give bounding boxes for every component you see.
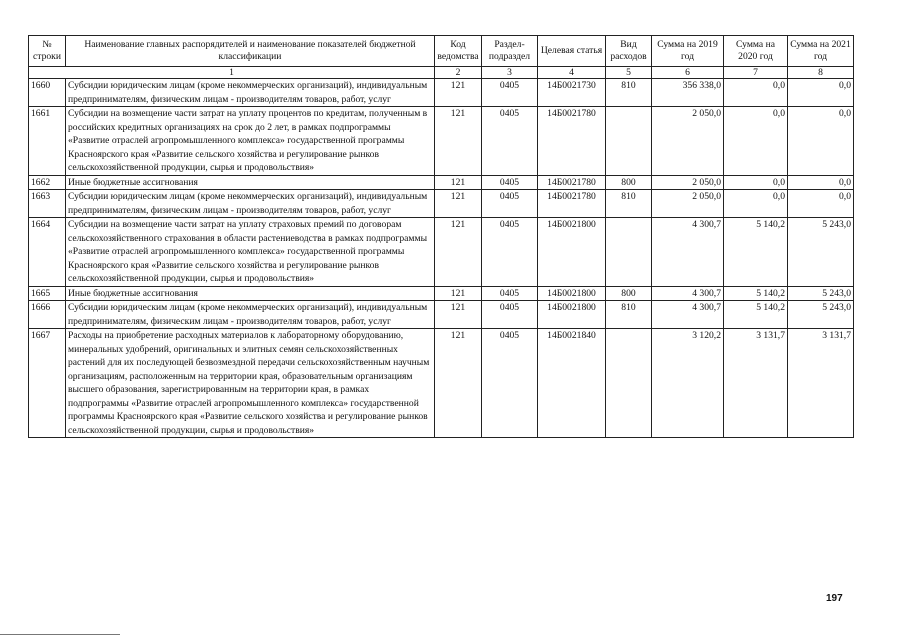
row-sum-2019: 3 120,2	[652, 329, 724, 438]
row-name: Иные бюджетные ассигнования	[66, 175, 435, 190]
row-section: 0405	[482, 301, 538, 329]
header-kind: Вид расходов	[606, 36, 652, 67]
table-row	[29, 329, 854, 438]
column-number: 7	[724, 67, 788, 79]
row-section: 0405	[482, 107, 538, 176]
row-name: Субсидии юридическим лицам (кроме некоммерческих организаций), индивидуальным предпринимателям, физическим лицам - производителям товаров, работ, услуг	[66, 190, 435, 218]
row-sum-2020: 0,0	[724, 175, 788, 190]
table-row	[29, 107, 854, 176]
column-number: 4	[538, 67, 606, 79]
row-target: 14Б0021800	[538, 286, 606, 301]
row-name: Субсидии на возмещение части затрат на уплату процентов по кредитам, полученным в российских кредитных организациях на срок до 2 лет, в рамках подпрограммы «Развитие отраслей агропромышленного комплекса» государственной программы Красноярского края «Развитие сельского хозяйства и регулирование рынков сельскохозяйственной продукции, сырья и продовольствия»	[66, 107, 435, 176]
row-sum-2021: 0,0	[788, 190, 854, 218]
row-section: 0405	[482, 190, 538, 218]
row-name: Субсидии юридическим лицам (кроме некоммерческих организаций), индивидуальным предпринимателям, физическим лицам - производителям товаров, работ, услуг	[66, 301, 435, 329]
row-name: Субсидии юридическим лицам (кроме некоммерческих организаций), индивидуальным предпринимателям, физическим лицам - производителям товаров, работ, услуг	[66, 79, 435, 107]
row-target: 14Б0021780	[538, 190, 606, 218]
column-numbers-row	[29, 67, 854, 79]
row-sum-2020: 0,0	[724, 190, 788, 218]
row-sum-2019: 356 338,0	[652, 79, 724, 107]
row-section: 0405	[482, 329, 538, 438]
row-code: 121	[435, 190, 482, 218]
row-sum-2019: 2 050,0	[652, 190, 724, 218]
row-section: 0405	[482, 218, 538, 287]
row-target: 14Б0021800	[538, 301, 606, 329]
header-section: Раздел-подраздел	[482, 36, 538, 67]
row-sum-2019: 4 300,7	[652, 301, 724, 329]
table-row	[29, 286, 854, 301]
row-sum-2021: 0,0	[788, 175, 854, 190]
row-kind	[606, 329, 652, 438]
row-kind: 800	[606, 175, 652, 190]
header-code: Код ведомства	[435, 36, 482, 67]
row-kind	[606, 107, 652, 176]
row-name: Субсидии на возмещение части затрат на уплату страховых премий по договорам сельскохозяйственного страхования в области растениеводства в рамках подпрограммы «Развитие отраслей агропромышленного комплекса» государственной программы Красноярского края «Развитие сельского хозяйства и регулирование рынков сельскохозяйственной продукции, сырья и продовольствия»	[66, 218, 435, 287]
page-number: 197	[826, 593, 843, 604]
row-target: 14Б0021730	[538, 79, 606, 107]
row-number: 1663	[29, 190, 66, 218]
row-section: 0405	[482, 79, 538, 107]
row-code: 121	[435, 329, 482, 438]
header-sum-2019: Сумма на 2019 год	[652, 36, 724, 67]
row-number: 1667	[29, 329, 66, 438]
row-name: Иные бюджетные ассигнования	[66, 286, 435, 301]
header-target: Целевая статья	[538, 36, 606, 67]
row-target: 14Б0021780	[538, 175, 606, 190]
column-number: 5	[606, 67, 652, 79]
row-sum-2019: 4 300,7	[652, 286, 724, 301]
row-number: 1666	[29, 301, 66, 329]
row-target: 14Б0021780	[538, 107, 606, 176]
row-kind: 810	[606, 301, 652, 329]
row-code: 121	[435, 107, 482, 176]
table-body	[29, 67, 854, 438]
row-sum-2020: 5 140,2	[724, 218, 788, 287]
row-code: 121	[435, 301, 482, 329]
row-number: 1661	[29, 107, 66, 176]
row-sum-2019: 2 050,0	[652, 175, 724, 190]
row-target: 14Б0021800	[538, 218, 606, 287]
table-row	[29, 175, 854, 190]
row-section: 0405	[482, 175, 538, 190]
header-name: Наименование главных распорядителей и наименование показателей бюджетной классификации	[66, 36, 435, 67]
row-number: 1662	[29, 175, 66, 190]
row-kind: 800	[606, 286, 652, 301]
row-code: 121	[435, 286, 482, 301]
column-number: 6	[652, 67, 724, 79]
column-number: 2	[435, 67, 482, 79]
column-number: 3	[482, 67, 538, 79]
column-number: 8	[788, 67, 854, 79]
row-sum-2020: 0,0	[724, 79, 788, 107]
row-sum-2019: 2 050,0	[652, 107, 724, 176]
row-sum-2020: 5 140,2	[724, 301, 788, 329]
row-sum-2021: 5 243,0	[788, 218, 854, 287]
row-sum-2021: 3 131,7	[788, 329, 854, 438]
row-sum-2020: 3 131,7	[724, 329, 788, 438]
row-sum-2021: 0,0	[788, 79, 854, 107]
header-sum-2020: Сумма на 2020 год	[724, 36, 788, 67]
column-number: 1	[29, 67, 435, 79]
row-sum-2020: 0,0	[724, 107, 788, 176]
row-kind	[606, 218, 652, 287]
row-number: 1665	[29, 286, 66, 301]
row-code: 121	[435, 175, 482, 190]
row-code: 121	[435, 79, 482, 107]
header-row-number: № строки	[29, 36, 66, 67]
row-section: 0405	[482, 286, 538, 301]
row-kind: 810	[606, 190, 652, 218]
row-code: 121	[435, 218, 482, 287]
header-sum-2021: Сумма на 2021 год	[788, 36, 854, 67]
row-kind: 810	[606, 79, 652, 107]
table-row	[29, 218, 854, 287]
row-sum-2020: 5 140,2	[724, 286, 788, 301]
table-row	[29, 190, 854, 218]
row-number: 1660	[29, 79, 66, 107]
table-row	[29, 79, 854, 107]
row-target: 14Б0021840	[538, 329, 606, 438]
row-name: Расходы на приобретение расходных материалов к лабораторному оборудованию, минеральных удобрений, оригинальных и элитных семян сельскохозяйственных растений для их последующей безвозмездной передачи сельскохозяйственным научным организациям, расположенным на территории края, образовательным организациям высшего образования, зарегистрированным на территории края, в рамках подпрограммы «Развитие отраслей агропромышленного комплекса» государственной программы Красноярского края «Развитие сельского хозяйства и регулирование рынков сельскохозяйственной продукции, сырья и продовольствия»	[66, 329, 435, 438]
row-number: 1664	[29, 218, 66, 287]
row-sum-2021: 5 243,0	[788, 286, 854, 301]
budget-table	[28, 35, 854, 438]
row-sum-2019: 4 300,7	[652, 218, 724, 287]
footer-divider	[0, 634, 120, 635]
row-sum-2021: 5 243,0	[788, 301, 854, 329]
row-sum-2021: 0,0	[788, 107, 854, 176]
table-row	[29, 301, 854, 329]
